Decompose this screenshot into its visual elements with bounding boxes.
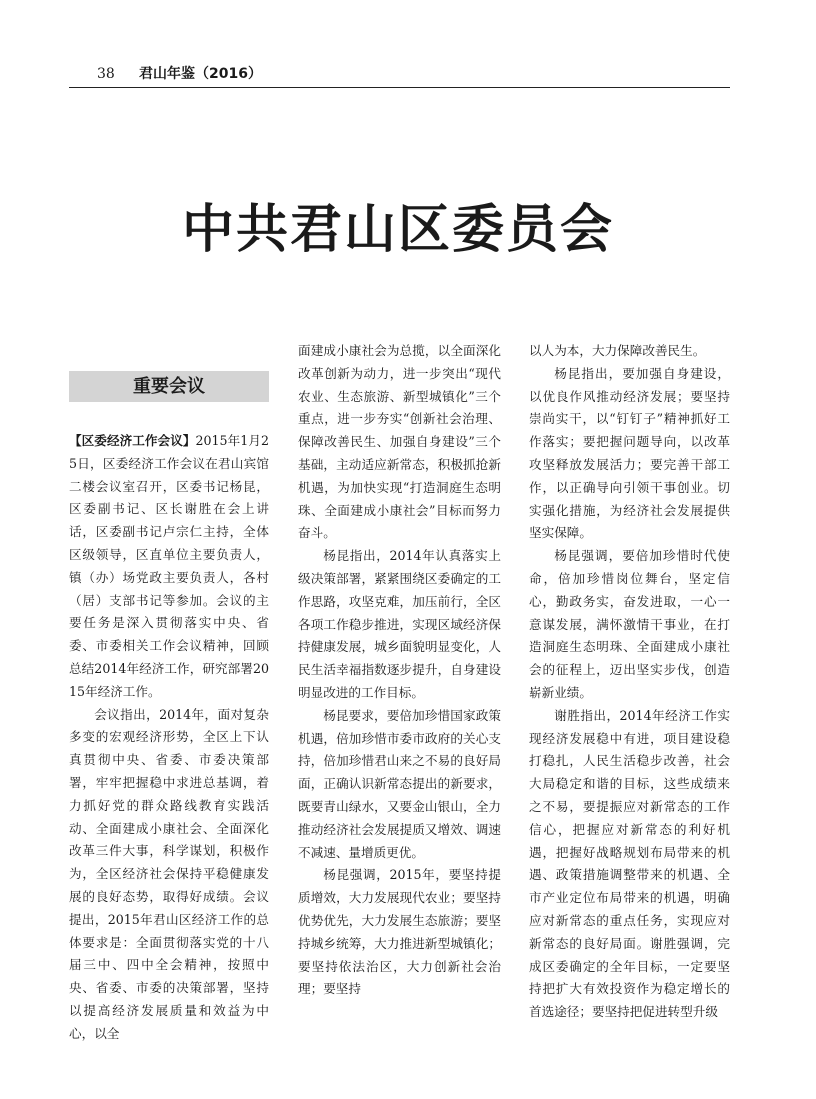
chapter-title: 中共君山区委员会 [181, 200, 614, 260]
book-title: 君山年鉴（2016） [139, 66, 262, 82]
paragraph: 以人为本，大力保障改善民生。 [529, 343, 706, 358]
paragraph: 杨昆强调，要倍加珍惜时代使命，倍加珍惜岗位舞台，坚定信心，勤政务实，奋发进取，一心一意谋发展，满怀激情干事业，在打造洞庭生态明珠、全面建成小康社会的征程上，迈出坚实步伐，创造崭新业绩。 [529, 548, 730, 700]
text-column-2 [298, 340, 501, 1001]
paragraph: 面建成小康社会为总揽，以全面深化改革创新为动力，进一步突出“现代农业、生态旅游、新型城镇化”三个重点，进一步夯实“创新社会治理、保障改善民生、加强自身建设”三个基础，主动适应新常态，积极抓抢新机遇，为加快实现“打造洞庭生态明珠、全面建成小康社会”目标而努力奋斗。 [298, 343, 501, 541]
paragraph: 会议指出，2014年，面对复杂多变的宏观经济形势，全区上下认真贯彻中央、省委、市委决策部署，牢牢把握稳中求进总基调，着力抓好党的群众路线教育实践活动、全面建成小康社会、全面深化改革三件大事，科学谋划，积极作为，全区经济社会保持平稳健康发展的良好态势，取得好成绩。会议提出，2015年君山区经济工作的总体要求是：全面贯彻落实党的十八届三中、四中全会精神，按照中央、省委、市委的决策部署，坚持以提高经济发展质量和效益为中心，以全 [69, 706, 269, 1041]
text-column-1 [69, 430, 269, 1046]
paragraph-text: 2015年1月25日，区委经济工作会议在君山宾馆二楼会议室召开，区委书记杨昆，区委副书记、区长谢胜在会上讲话，区委副书记卢宗仁主持，全体区级领导，区直单位主要负责人，镇（办）场党政主要负责人，各村（居）支部书记等参加。会议的主要任务是深入贯彻落实中央、省委、市委相关工作会议精神，回顾总结2014年经济工作，研究部署2015年经济工作。 [69, 433, 270, 699]
text-column-3 [529, 340, 730, 1024]
running-header [69, 64, 729, 86]
entry-tag: 【区委经济工作会议】 [69, 433, 196, 448]
paragraph: 杨昆强调，2015年，要坚持提质增效，大力发展现代农业；要坚持优势优先，大力发展生态旅游；要坚持城乡统筹，大力推进新型城镇化；要坚持依法治区，大力创新社会治理；要坚持 [298, 867, 501, 997]
paragraph: 杨昆要求，要倍加珍惜国家政策机遇，倍加珍惜市委市政府的关心支持，倍加珍惜君山来之不易的良好局面，正确认识新常态提出的新要求，既要青山绿水，又要金山银山，全力推动经济社会发展提质又增效、调速不减速、量增质更优。 [298, 707, 501, 860]
section-title: 重要会议 [133, 376, 205, 397]
paragraph: 杨昆指出，2014年认真落实上级决策部署，紧紧围绕区委确定的工作思路，攻坚克难，加压前行，全区各项工作稳步推进，实现区域经济保持健康发展，城乡面貌明显变化，人民生活幸福指数逐步提升，自身建设明显改进的工作目标。 [298, 548, 501, 700]
page-number: 38 [97, 66, 115, 82]
section-heading-box [69, 371, 269, 402]
paragraph: 杨昆指出，要加强自身建设，以优良作风推动经济发展；要坚持崇尚实干，以“钉钉子”精神抓好工作落实；要把握问题导向，以改革攻坚释放发展活力；要完善干部工作，以正确导向引领干事创业。切实强化措施，为经济社会发展提供坚实保障。 [529, 365, 730, 541]
paragraph: 谢胜指出，2014年经济工作实现经济发展稳中有进，项目建设稳打稳扎，人民生活稳步改善，社会大局稳定和谐的目标，这些成绩来之不易，要提振应对新常态的工作信心，把握应对新常态的利好机遇，把握好战略规划布局带来的机遇、政策措施调整带来的机遇、全市产业定位布局带来的机遇，明确应对新常态的重点任务，实现应对新常态的良好局面。谢胜强调，完成区委确定的全年目标，一定要坚持把扩大有效投资作为稳定增长的首选途径；要坚持把促进转型升级 [529, 707, 730, 1020]
header-rule [69, 87, 730, 88]
paragraph [69, 430, 269, 704]
